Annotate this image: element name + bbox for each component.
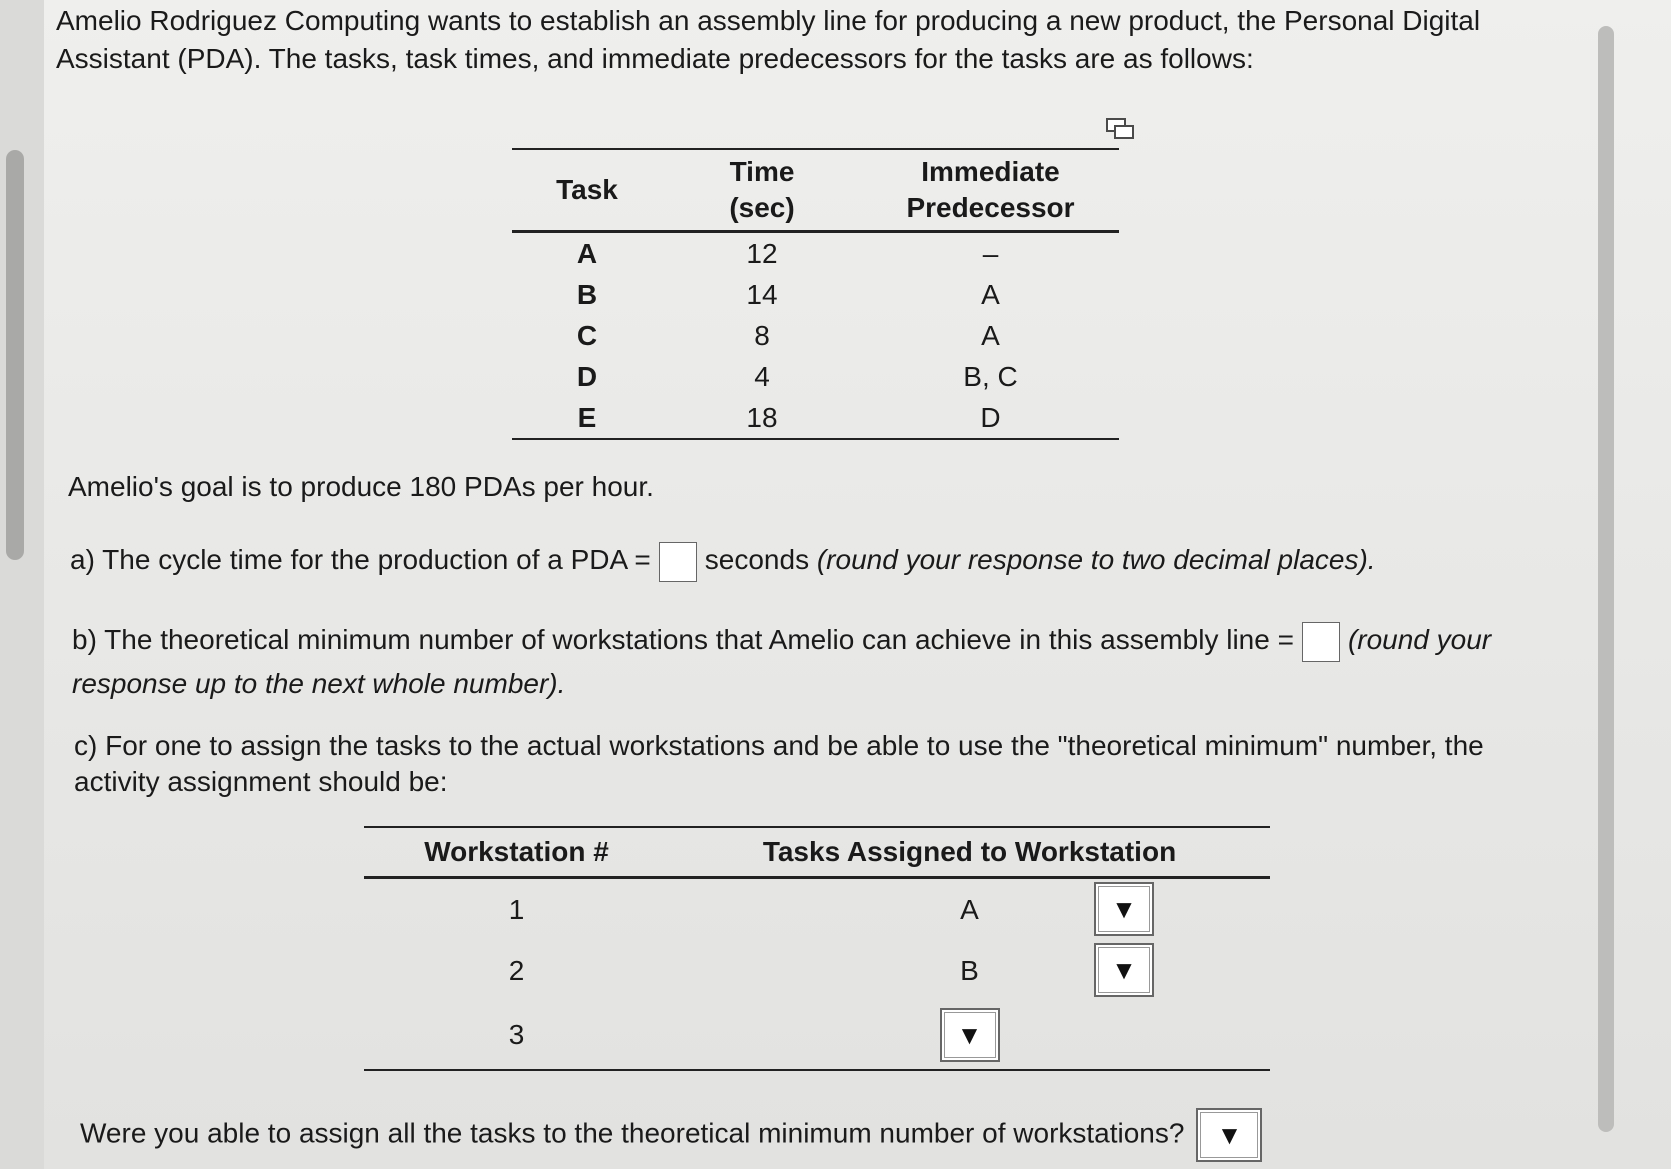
copy-table-icon[interactable]: [1106, 118, 1134, 140]
question-b-note: (round your response up to the next whole number).: [72, 624, 1492, 699]
header-tasks-assigned: Tasks Assigned to Workstation: [669, 827, 1270, 878]
min-workstations-input[interactable]: [1302, 622, 1340, 662]
task-table: [512, 148, 1119, 440]
task-cell: B: [576, 279, 598, 310]
table-row: [512, 356, 1119, 397]
goal-statement: Amelio's goal is to produce 180 PDAs per hour.: [68, 471, 654, 502]
assigned-tasks-cell: [669, 878, 1270, 941]
task-cell: A: [576, 238, 598, 269]
table-row: [364, 940, 1270, 1001]
table-row: [512, 232, 1119, 275]
question-c: c) For one to assign the tasks to the actual workstations and be able to use the "theoretical minimum" number, the activity assignment should be:: [74, 730, 1484, 797]
question-a-unit: seconds: [704, 544, 810, 575]
time-cell: 14: [746, 279, 778, 310]
predecessor-cell: A: [981, 279, 1000, 310]
question-a: [70, 540, 1376, 582]
workstation-number: 1: [508, 893, 525, 925]
question-b-prefix: b) The theoretical minimum number of workstations that Amelio can achieve in this assembly line =: [72, 624, 1294, 655]
predecessor-cell: D: [980, 402, 1001, 433]
yes-no-dropdown[interactable]: [1196, 1108, 1262, 1162]
task-dropdown[interactable]: [1094, 943, 1154, 997]
problem-intro: Amelio Rodriguez Computing wants to establish an assembly line for producing a new product, the Personal Digital Assistant (PDA). The tasks, task times, and immediate predecessors for the tasks are as follows:: [56, 5, 1481, 74]
predecessor-cell: –: [982, 238, 999, 269]
header-time: Time (sec): [662, 149, 862, 232]
workstation-number: 3: [508, 1019, 525, 1050]
question-b: [72, 618, 1572, 706]
chevron-down-icon: ▼: [956, 1019, 983, 1050]
time-cell: 12: [746, 238, 778, 269]
task-dropdown[interactable]: [1094, 882, 1154, 936]
workstation-table: [364, 826, 1270, 1071]
table-row: [364, 878, 1270, 941]
assigned-task: A: [960, 893, 979, 925]
workstation-number: 2: [508, 954, 525, 986]
time-cell: 4: [754, 361, 770, 392]
header-task: Task: [512, 149, 662, 232]
table-row: [512, 274, 1119, 315]
left-scrollbar[interactable]: [6, 150, 24, 560]
question-d-text: Were you able to assign all the tasks to the theoretical minimum number of workstations?: [80, 1117, 1185, 1149]
time-cell: 18: [746, 402, 778, 433]
question-a-note: (round your response to two decimal places).: [816, 544, 1376, 575]
chevron-down-icon: ▼: [1111, 893, 1137, 924]
chevron-down-icon: ▼: [1216, 1120, 1243, 1150]
chevron-down-icon: ▼: [1111, 954, 1137, 985]
assigned-tasks-cell: [669, 940, 1270, 1001]
right-scrollbar[interactable]: [1598, 26, 1614, 1132]
table-row: [364, 1001, 1270, 1070]
table-row: [512, 397, 1119, 439]
task-cell: C: [576, 320, 598, 351]
assigned-task: B: [960, 954, 979, 986]
table-row: [512, 315, 1119, 356]
predecessor-cell: A: [981, 320, 1000, 351]
task-cell: D: [576, 361, 598, 392]
time-cell: 8: [754, 320, 770, 351]
task-cell: E: [577, 402, 597, 433]
predecessor-cell: B, C: [963, 361, 1018, 392]
question-a-prefix: a) The cycle time for the production of a PDA =: [70, 544, 651, 575]
header-workstation: Workstation #: [364, 827, 669, 878]
question-d: [80, 1108, 1262, 1162]
task-dropdown[interactable]: [940, 1008, 1000, 1062]
assigned-tasks-cell: [669, 1001, 1270, 1070]
header-predecessor: Immediate Predecessor: [862, 149, 1119, 232]
cycle-time-input[interactable]: [659, 542, 697, 582]
